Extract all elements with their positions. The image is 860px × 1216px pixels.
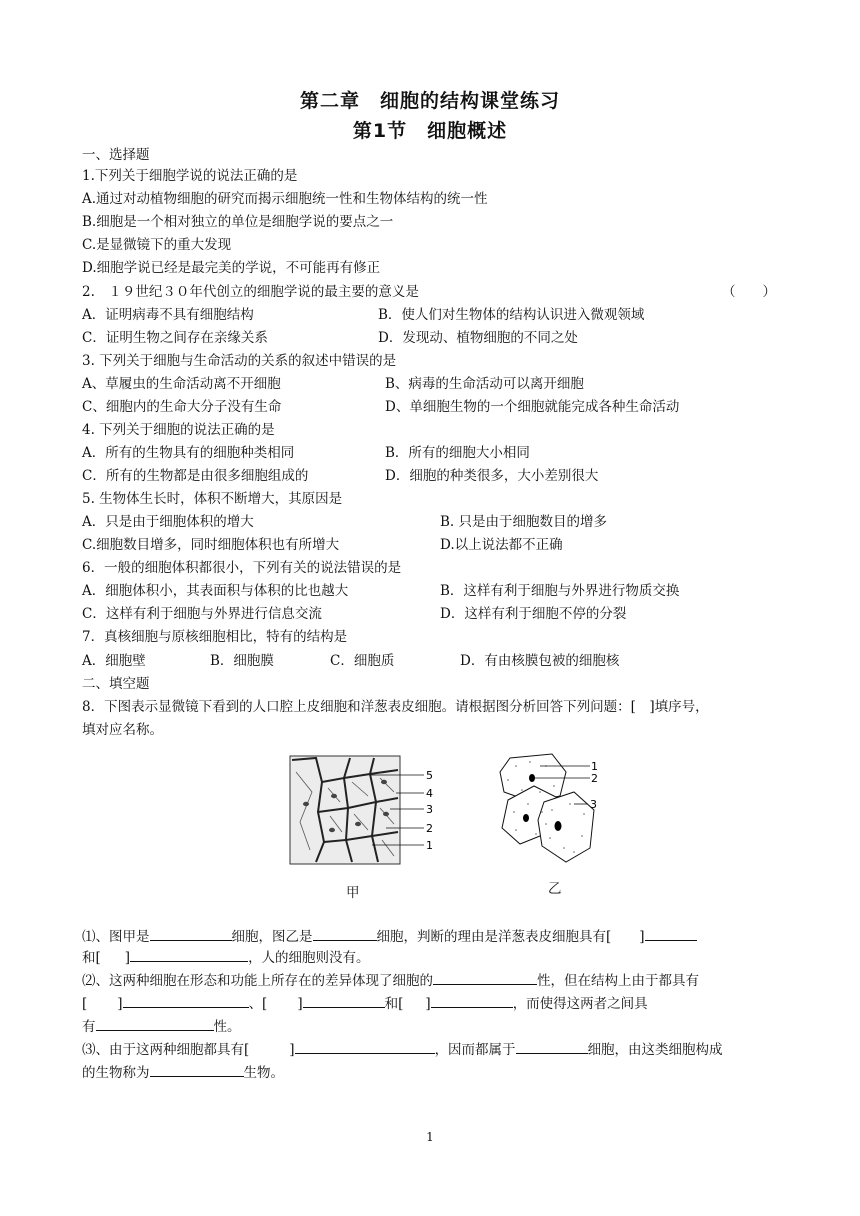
q1-stem: 1.下列关于细胞学说的说法正确的是 — [82, 168, 298, 184]
blank-structure-2[interactable] — [130, 947, 248, 962]
q3-stem: 3. 下列关于细胞与生命活动的关系的叙述中错误的是 — [82, 353, 397, 369]
q8-part1-line2: 和[ ] ，人的细胞则没有。 — [82, 947, 370, 967]
q4-option-d: D．细胞的种类很多，大小差别很大 — [385, 468, 599, 484]
yi-label-2: 2 — [591, 772, 598, 785]
q5-stem: 5. 生物体生长时，体积不断增大，其原因是 — [82, 491, 343, 507]
q2-option-b: B．使人们对生物体的结构认识进入微观领域 — [378, 307, 645, 323]
q6-option-b: B．这样有利于细胞与外界进行物质交换 — [440, 583, 680, 599]
figure-yi-oral-cells — [494, 752, 614, 864]
q2-option-d: D．发现动、植物细胞的不同之处 — [378, 330, 578, 346]
blank-unity[interactable] — [96, 1016, 214, 1031]
q7-option-a: A．细胞壁 — [82, 653, 146, 669]
q1-option-d: D.细胞学说已经是最完美的学说，不可能再有修正 — [82, 260, 381, 276]
q6-option-a: A．细胞体积小，其表面积与体积的比也越大 — [82, 583, 349, 599]
q3-option-c: C、细胞内的生命大分子没有生命 — [82, 399, 282, 415]
blank-fig-yi-type[interactable] — [313, 926, 377, 941]
blank-organism-category[interactable] — [150, 1062, 244, 1077]
q2-answer-paren: （ ） — [722, 284, 776, 300]
jia-label-3: 3 — [426, 803, 433, 816]
section-title: 第1节 细胞概述 — [352, 120, 508, 142]
q7-option-c: C．细胞质 — [330, 653, 395, 669]
blank-fig-jia-type[interactable] — [150, 926, 232, 941]
q1-option-a: A.通过对动植物细胞的研究而揭示细胞统一性和生物体结构的统一性 — [82, 191, 488, 207]
q8-part1-line1: ⑴、图甲是 细胞，图乙是 细胞，判断的理由是洋葱表皮细胞具有[ ] — [82, 926, 697, 946]
q4-option-b: B．所有的细胞大小相同 — [385, 445, 530, 461]
q7-stem: 7．真核细胞与原核细胞相比，特有的结构是 — [82, 629, 348, 645]
q3-option-d: D、单细胞生物的一个细胞就能完成各种生命活动 — [385, 399, 680, 415]
figure-jia-caption: 甲 — [346, 885, 360, 901]
blank-structure-3[interactable] — [123, 993, 249, 1008]
blank-structure-5[interactable] — [431, 993, 513, 1008]
blank-structure-4[interactable] — [303, 993, 385, 1008]
blank-diversity[interactable] — [433, 970, 537, 985]
q5-option-c: C.细胞数目增多，同时细胞体积也有所增大 — [82, 537, 340, 553]
q8-part3-line1: ⑶、由于这两种细胞都具有[ ] ，因而都属于 细胞，由这类细胞构成 — [82, 1039, 723, 1059]
blank-structure-1[interactable] — [645, 926, 697, 941]
blank-structure-6[interactable] — [295, 1039, 435, 1054]
blank-cell-category[interactable] — [516, 1039, 588, 1054]
jia-label-5: 5 — [426, 769, 433, 782]
q4-option-c: C．所有的生物都是由很多细胞组成的 — [82, 468, 309, 484]
yi-label-1: 1 — [591, 760, 598, 773]
q8-part3-line2: 的生物称为 生物。 — [82, 1062, 284, 1082]
q7-option-b: B．细胞膜 — [210, 653, 274, 669]
jia-label-4: 4 — [426, 787, 433, 800]
q8-stem-line2: 填对应名称。 — [82, 722, 163, 738]
figure-yi-caption: 乙 — [548, 881, 562, 897]
q8-stem-line1: 8．下图表示显微镜下看到的人口腔上皮细胞和洋葱表皮细胞。请根据图分析回答下列问题：[ ]填序号， — [82, 699, 709, 715]
jia-label-1: 1 — [426, 839, 433, 852]
chapter-title: 第二章 细胞的结构课堂练习 — [299, 90, 560, 112]
q5-option-d: D.以上说法都不正确 — [440, 537, 563, 553]
q1-option-b: B.细胞是一个相对独立的单位是细胞学说的要点之一 — [82, 214, 394, 230]
q5-option-b: B. 只是由于细胞数目的增多 — [440, 514, 608, 530]
q6-option-c: C．这样有利于细胞与外界进行信息交流 — [82, 606, 322, 622]
q8-part2-line3: 有 性。 — [82, 1016, 241, 1036]
q7-option-d: D．有由核膜包被的细胞核 — [460, 653, 620, 669]
q8-part2-line2: [ ] 、[ ] 和[ ] ，而使得这两者之间具 — [82, 993, 648, 1013]
q2-stem: 2. １９世纪３０年代创立的细胞学说的最主要的意义是 — [82, 284, 419, 300]
q4-stem: 4. 下列关于细胞的说法正确的是 — [82, 422, 275, 438]
q2-option-c: C．证明生物之间存在亲缘关系 — [82, 330, 268, 346]
q4-option-a: A．所有的生物具有的细胞种类相同 — [82, 445, 295, 461]
yi-label-3: 3 — [590, 798, 597, 811]
q2-option-a: A．证明病毒不具有细胞结构 — [82, 307, 254, 323]
section-choice-heading: 一、选择题 — [82, 147, 150, 163]
q1-option-c: C.是显微镜下的重大发现 — [82, 237, 232, 253]
section-fill-heading: 二、填空题 — [82, 676, 150, 692]
q5-option-a: A．只是由于细胞体积的增大 — [82, 514, 254, 530]
q3-option-b: B、病毒的生命活动可以离开细胞 — [385, 376, 584, 392]
q3-option-a: A、草履虫的生命活动离不开细胞 — [82, 376, 281, 392]
jia-label-2: 2 — [426, 822, 433, 835]
figure-jia-onion-cells — [286, 752, 446, 870]
q8-part2-line1: ⑵、这两种细胞在形态和功能上所存在的差异体现了细胞的 性，但在结构上由于都具有 — [82, 970, 699, 990]
page-number: 1 — [426, 1130, 434, 1144]
q6-stem: 6．一般的细胞体积都很小，下列有关的说法错误的是 — [82, 560, 402, 576]
q6-option-d: D．这样有利于细胞不停的分裂 — [440, 606, 627, 622]
